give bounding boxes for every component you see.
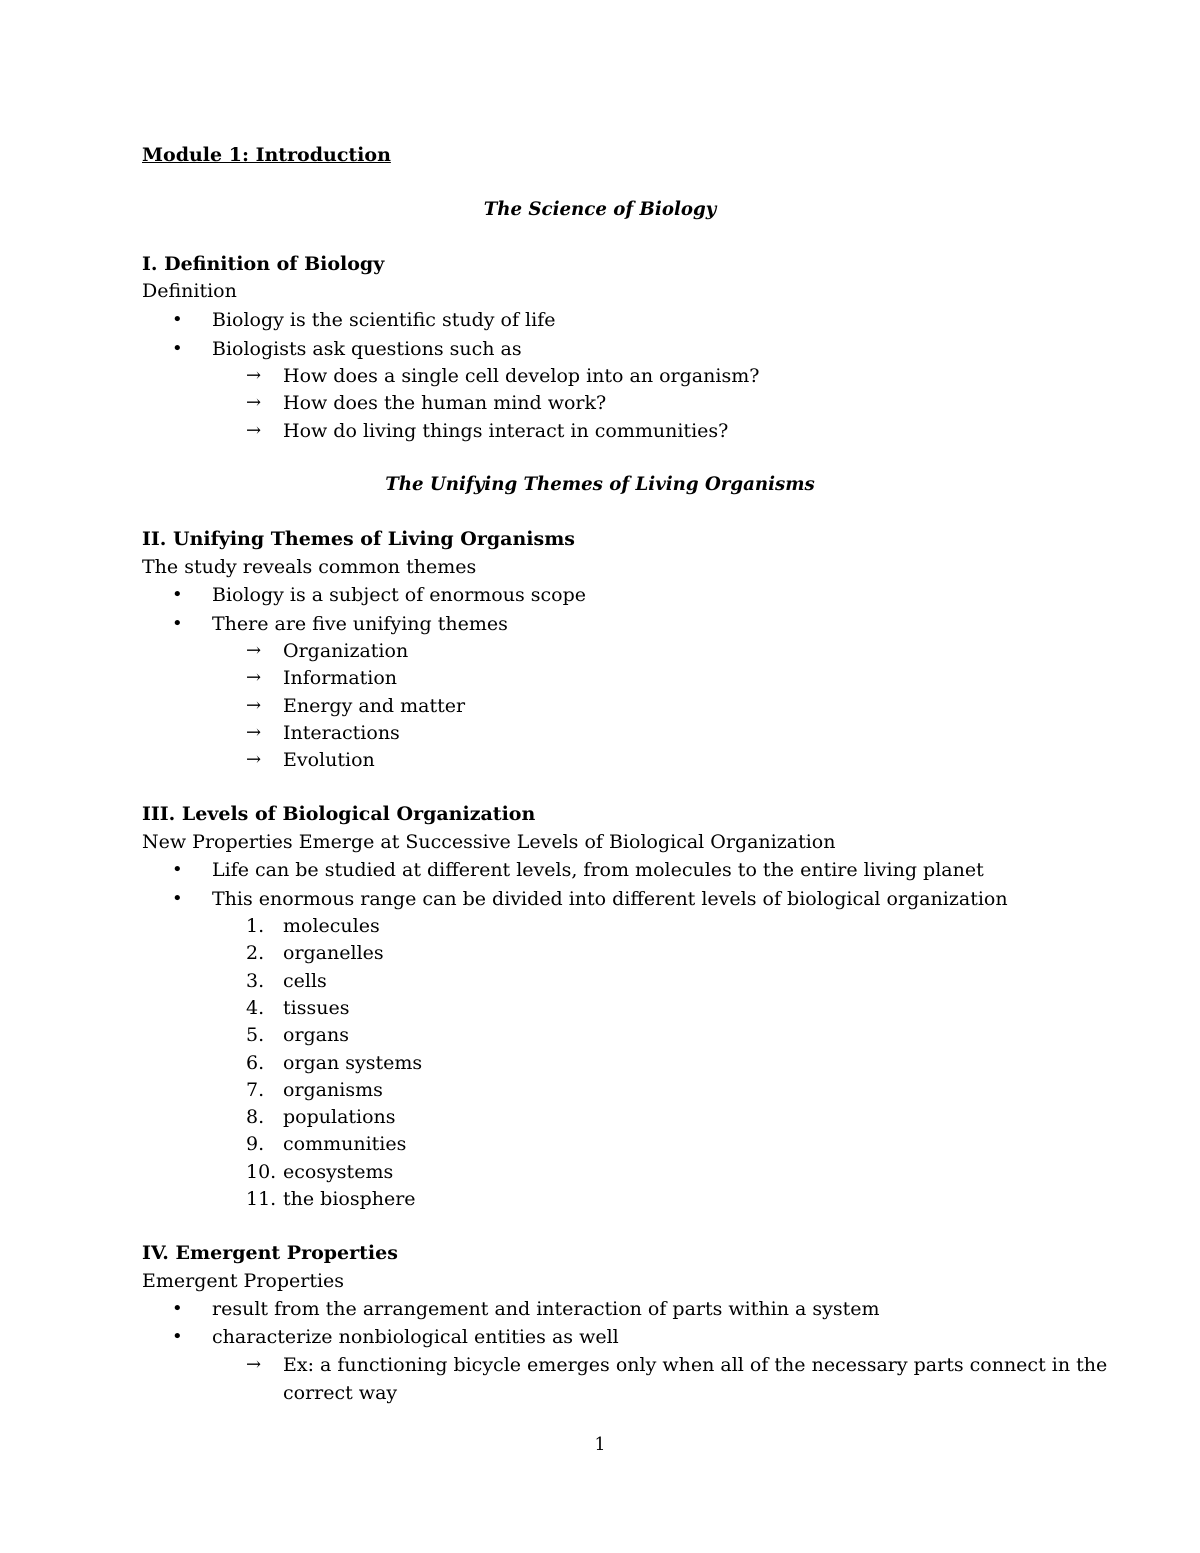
- section-title-unifying: The Unifying Themes of Living Organisms: [385, 474, 815, 495]
- arrow-icon: →: [246, 392, 262, 413]
- level-number: 2.: [246, 942, 265, 964]
- bullet-glyph: •: [172, 888, 183, 909]
- section-heading-3: III. Levels of Biological Organization: [142, 803, 536, 825]
- arrow-icon: →: [246, 667, 262, 688]
- bullet-glyph: •: [172, 613, 183, 634]
- level-item: populations: [283, 1106, 396, 1128]
- sub-item: How do living things interact in communities?: [283, 420, 729, 442]
- example-line: Ex: a functioning bicycle emerges only when all of the necessary parts connect in the: [283, 1354, 1108, 1376]
- bullet-glyph: •: [172, 859, 183, 880]
- level-item: the biosphere: [283, 1188, 416, 1210]
- section-subheading-2: The study reveals common themes: [142, 556, 477, 578]
- bullet-item: Biology is a subject of enormous scope: [212, 584, 586, 606]
- level-number: 5.: [246, 1024, 265, 1046]
- level-number: 11.: [246, 1188, 277, 1210]
- section-heading-2: II. Unifying Themes of Living Organisms: [142, 528, 575, 550]
- bullet-item: characterize nonbiological entities as well: [212, 1326, 619, 1348]
- bullet-glyph: •: [172, 309, 183, 330]
- section-title-science: The Science of Biology: [483, 199, 717, 220]
- page-number: 1: [594, 1435, 606, 1455]
- bullet-item: This enormous range can be divided into different levels of biological organization: [212, 888, 1008, 910]
- level-number: 8.: [246, 1106, 265, 1128]
- level-item: organisms: [283, 1079, 383, 1101]
- bullet-item: Biology is the scientific study of life: [212, 309, 556, 331]
- bullet-item: There are five unifying themes: [212, 613, 508, 635]
- level-number: 3.: [246, 970, 265, 992]
- section-subheading-4: Emergent Properties: [142, 1270, 345, 1292]
- section-subheading-1: Definition: [142, 280, 237, 302]
- level-number: 7.: [246, 1079, 265, 1101]
- sub-item: How does a single cell develop into an organism?: [283, 365, 760, 387]
- level-number: 6.: [246, 1052, 265, 1074]
- sub-item: How does the human mind work?: [283, 392, 607, 414]
- level-item: communities: [283, 1133, 407, 1155]
- level-item: molecules: [283, 915, 380, 937]
- bullet-glyph: •: [172, 584, 183, 605]
- module-title: Module 1: Introduction: [142, 144, 391, 166]
- bullet-item: Biologists ask questions such as: [212, 338, 522, 360]
- arrow-icon: →: [246, 365, 262, 386]
- sub-item: Information: [283, 667, 398, 689]
- level-item: organelles: [283, 942, 384, 964]
- bullet-item: result from the arrangement and interaction of parts within a system: [212, 1298, 880, 1320]
- bullet-item: Life can be studied at different levels, from molecules to the entire living planet: [212, 859, 984, 881]
- sub-item: Energy and matter: [283, 695, 466, 717]
- example-line-continued: correct way: [283, 1382, 398, 1404]
- bullet-glyph: •: [172, 338, 183, 359]
- sub-item: Evolution: [283, 749, 375, 771]
- arrow-icon: →: [246, 640, 262, 661]
- level-item: ecosystems: [283, 1161, 394, 1183]
- arrow-icon: →: [246, 1354, 262, 1375]
- level-number: 10.: [246, 1161, 277, 1183]
- level-item: cells: [283, 970, 327, 992]
- level-number: 4.: [246, 997, 265, 1019]
- level-number: 1.: [246, 915, 265, 937]
- arrow-icon: →: [246, 420, 262, 441]
- bullet-glyph: •: [172, 1298, 183, 1319]
- level-number: 9.: [246, 1133, 265, 1155]
- bullet-glyph: •: [172, 1326, 183, 1347]
- level-item: organs: [283, 1024, 349, 1046]
- section-heading-4: IV. Emergent Properties: [142, 1242, 398, 1264]
- arrow-icon: →: [246, 695, 262, 716]
- sub-item: Interactions: [283, 722, 400, 744]
- arrow-icon: →: [246, 722, 262, 743]
- level-item: tissues: [283, 997, 350, 1019]
- section-heading-1: I. Definition of Biology: [142, 253, 385, 275]
- sub-item: Organization: [283, 640, 409, 662]
- arrow-icon: →: [246, 749, 262, 770]
- level-item: organ systems: [283, 1052, 423, 1074]
- section-subheading-3: New Properties Emerge at Successive Levels of Biological Organization: [142, 831, 836, 853]
